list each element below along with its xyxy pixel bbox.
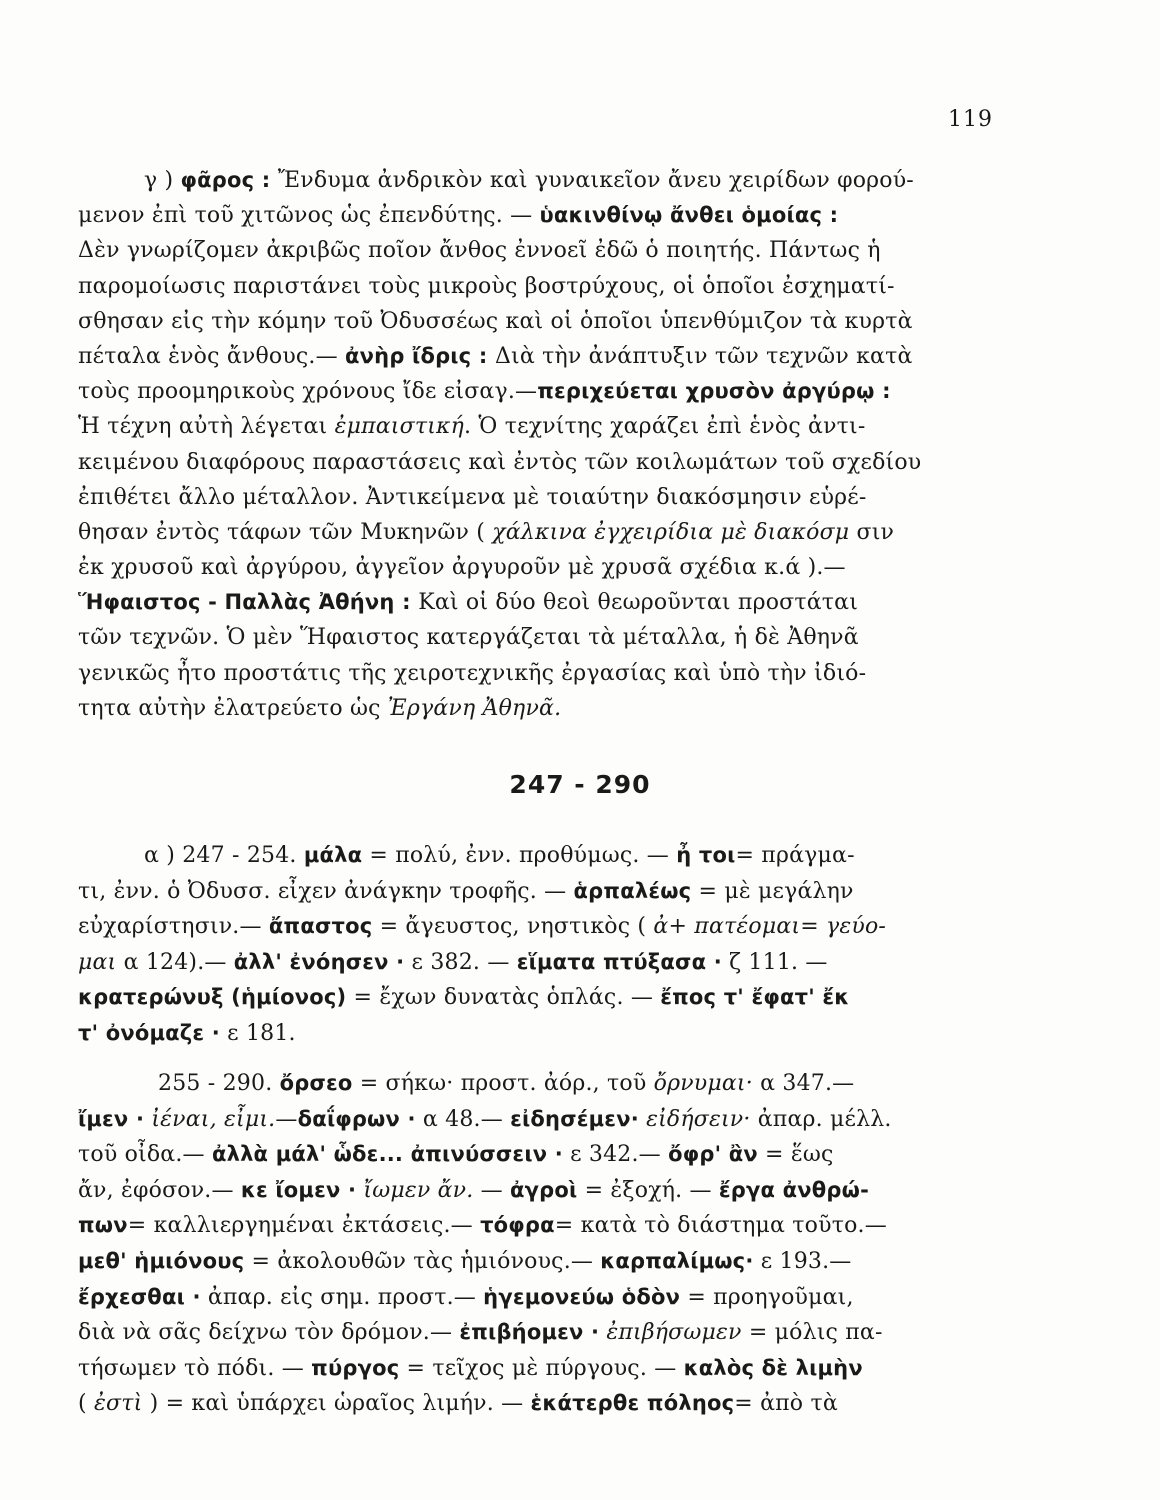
text-segment: = προηγοῦμαι, <box>680 1284 854 1310</box>
text-line <box>78 1244 1078 1280</box>
text-segment: Καὶ οἱ δύο θεοὶ θεωροῦνται προστάται <box>418 590 859 616</box>
text-line <box>78 480 1078 515</box>
lemma: ὑακινθίνῳ ἄνθει ὁμοίας : <box>539 203 839 228</box>
text-segment: διὰ νὰ σᾶς δείχνω τὸν δρόμον.— <box>78 1320 460 1346</box>
text-line <box>78 585 1078 620</box>
text-line <box>78 198 1078 233</box>
text-segment: σιν <box>849 519 895 545</box>
lemma: ἔπος τ' ἔφατ' ἔκ <box>660 985 850 1010</box>
lemma: Ἥφαιστος - Παλλὰς Ἀθήνη : <box>78 590 419 615</box>
text-segment: = πολύ, ἐνν. προθύμως. — <box>362 843 677 868</box>
text-segment: παρομοίωσις παριστάνει τοὺς μικροὺς βοστρύχους, οἱ ὁποῖοι ἐσχηματί- <box>78 273 895 299</box>
text-segment: ἀπαρ. εἰς σημ. προστ.— <box>200 1284 484 1310</box>
lemma: δαΐφρων · <box>297 1106 416 1131</box>
commentary-block-1 <box>78 163 1078 726</box>
text-line <box>78 269 1078 304</box>
italic-term: Ἐργάνη Ἀθηνᾶ. <box>387 695 562 721</box>
text-line <box>78 1315 1078 1351</box>
text-segment: = πράγμα- <box>735 843 855 868</box>
text-line <box>78 1066 1078 1102</box>
text-segment: = ἀπὸ τὰ <box>734 1391 838 1417</box>
text-segment: ε 382. — <box>404 949 517 975</box>
text-line <box>78 409 1078 444</box>
text-segment: = ἀκολουθῶν τὰς ἡμιόνους.— <box>244 1248 601 1274</box>
text-segment: = μὲ μεγάλην <box>691 878 854 904</box>
lemma: ἐπιβήομεν · <box>459 1320 600 1345</box>
text-segment: ἀπαρ. μέλλ. <box>750 1106 892 1132</box>
text-segment: ζ 111. — <box>721 949 828 975</box>
text-segment: = κατὰ τὸ διάστημα τοῦτο.— <box>554 1213 887 1239</box>
text-segment: . Ὁ τεχνίτης χαράζει ἐπὶ ἑνὸς ἀντι- <box>464 414 866 440</box>
text-segment: = ἔχων δυνατὰς ὁπλάς. — <box>346 985 661 1011</box>
text-line <box>78 1280 1078 1316</box>
text-line <box>78 163 1078 198</box>
italic-term: εἰδήσειν· <box>646 1106 751 1132</box>
lemma: φᾶρος : <box>180 168 278 192</box>
lemma: ἀγροὶ <box>510 1177 578 1202</box>
text-line <box>78 339 1078 374</box>
lemma: τ' ὀνόμαζε · <box>78 1020 220 1045</box>
text-segment: = ἄγευστος, νηστικὸς ( <box>372 914 654 940</box>
text-segment: τητα αὐτὴν ἐλατρεύετο ὡς <box>78 695 388 721</box>
italic-term: ἰέναι, εἶμι. <box>151 1106 276 1132</box>
text-line <box>78 1137 1078 1173</box>
text-segment: Ἔνδυμα ἀνδρικὸν καὶ γυναικεῖον ἄνευ χειρίδων φορού- <box>277 168 914 193</box>
text-line <box>78 1386 1078 1422</box>
italic-term: ἐμπαιστική <box>334 414 465 440</box>
text-line <box>78 515 1078 550</box>
lemma: περιχεύεται χρυσὸν ἀργύρῳ : <box>537 379 891 404</box>
commentary-block-3 <box>78 1066 1078 1422</box>
text-segment <box>639 1107 646 1132</box>
lemma: ἀνὴρ ἴδρις : <box>345 343 495 368</box>
lemma: κρατερώνυξ (ἡμίονος) <box>78 985 347 1010</box>
lemma: ὄρσεο <box>279 1071 353 1095</box>
text-segment: ἐπιθέτει ἄλλο μέταλλον. Ἀντικείμενα μὲ τοιαύτην διακόσμησιν εὑρέ- <box>78 484 867 510</box>
text-line <box>78 304 1078 339</box>
lemma: ἦ τοι <box>676 843 736 867</box>
text-line <box>78 945 1078 981</box>
italic-term: ἀ+ πατέομαι= γεύο- <box>653 914 887 940</box>
text-segment: α 347.— <box>752 1071 855 1096</box>
lemma: εἰδησέμεν· <box>510 1106 639 1131</box>
text-segment: α 124).— <box>116 949 234 975</box>
text-segment: σθησαν εἰς τὴν κόμην τοῦ Ὀδυσσέως καὶ οἱ ὁποῖοι ὑπενθύμιζον τὰ κυρτὰ <box>78 308 913 334</box>
text-segment: α 48.— <box>415 1106 511 1132</box>
lemma: πων <box>78 1213 128 1238</box>
text-segment: = τεῖχος μὲ πύργους. — <box>399 1355 684 1381</box>
lemma: μάλα <box>303 843 363 867</box>
text-line <box>78 838 1078 874</box>
italic-term: ἴωμεν ἄν. <box>363 1177 474 1203</box>
text-line <box>78 620 1078 655</box>
lemma: ἔρχεσθαι · <box>78 1284 201 1309</box>
text-line <box>78 656 1078 691</box>
text-segment: α ) 247 - 254. <box>144 843 304 868</box>
text-segment: ε 342.— <box>562 1142 669 1168</box>
text-segment: Διὰ τὴν ἀνάπτυξιν τῶν τεχνῶν κατὰ <box>494 343 913 369</box>
page-number: 119 <box>948 107 993 132</box>
italic-term: μαι <box>78 949 117 975</box>
lemma: ἁρπαλέως <box>573 878 692 903</box>
text-segment: ἄν, ἐφόσον.— <box>78 1177 241 1203</box>
text-line <box>78 550 1078 585</box>
text-segment: = ἕως <box>757 1142 834 1168</box>
text-segment: τι, ἐνν. ὁ Ὀδυσσ. εἶχεν ἀνάγκην τροφῆς. — <box>78 878 574 904</box>
lemma: ἄπαστος <box>268 914 373 939</box>
italic-term: χάλκινα ἐγχειρίδια μὲ διακόσμ <box>492 519 850 545</box>
text-line <box>78 445 1078 480</box>
lemma: τόφρα <box>480 1213 555 1238</box>
text-segment: Ἡ τέχνη αὐτὴ λέγεται <box>78 414 335 440</box>
text-segment: — <box>275 1106 298 1132</box>
text-segment: θησαν ἐντὸς τάφων τῶν Μυκηνῶν ( <box>78 519 493 545</box>
text-segment: κειμένου διαφόρους παραστάσεις καὶ ἐντὸς τῶν κοιλωμάτων τοῦ σχεδίου <box>78 449 922 475</box>
text-segment: ἐκ χρυσοῦ καὶ ἀργύρου, ἀγγεῖον ἀργυροῦν μὲ χρυσᾶ σχέδια κ.ά ).— <box>78 555 846 581</box>
text-line <box>78 374 1078 409</box>
lemma: καρπαλίμως· <box>600 1248 754 1273</box>
lemma: καλὸς δὲ λιμὴν <box>683 1355 863 1380</box>
text-segment: = σήκω· προστ. ἀόρ., τοῦ <box>352 1071 654 1096</box>
text-line <box>78 874 1078 910</box>
text-segment: εὐχαρίστησιν.— <box>78 914 269 940</box>
text-segment: γενικῶς ἦτο προστάτις τῆς χειροτεχνικῆς ἐργασίας καὶ ὑπὸ τὴν ἰδιό- <box>78 660 867 686</box>
text-line <box>78 1173 1078 1209</box>
text-segment: τῶν τεχνῶν. Ὁ μὲν Ἥφαιστος κατεργάζεται τὰ μέταλλα, ἡ δὲ Ἀθηνᾶ <box>78 625 859 651</box>
lemma: ἔργα ἀνθρώ- <box>718 1177 870 1202</box>
text-line <box>78 980 1078 1016</box>
text-line <box>78 1351 1078 1387</box>
text-segment: τήσωμεν τὸ πόδι. — <box>78 1355 312 1381</box>
text-segment: ( <box>78 1391 94 1417</box>
text-segment: = ἐξοχή. — <box>577 1177 719 1203</box>
text-segment: τοὺς προομηρικοὺς χρόνους ἴδε εἰσαγ.— <box>78 379 538 405</box>
text-segment: τοῦ οἶδα.— <box>78 1142 212 1168</box>
text-segment: μενον ἐπὶ τοῦ χιτῶνος ὡς ἐπενδύτης. — <box>78 203 540 229</box>
lemma: ἡγεμονεύω ὁδὸν <box>483 1284 681 1309</box>
text-segment: ε 181. <box>219 1020 296 1046</box>
text-line <box>78 1016 1078 1052</box>
lemma: ἀλλ' ἐνόησεν · <box>233 949 405 974</box>
text-segment: ε 193.— <box>753 1248 852 1274</box>
text-segment: 255 - 290. <box>158 1071 280 1096</box>
lemma: κε ἴομεν · <box>240 1177 357 1202</box>
lemma: ἑκάτερθε πόληος <box>530 1391 735 1416</box>
italic-term: ἐπιβήσωμεν <box>606 1320 742 1346</box>
lemma: ὄφρ' ἂν <box>668 1142 758 1167</box>
text-segment: ) = καὶ ὑπάρχει ὡραῖος λιμήν. — <box>142 1391 531 1417</box>
lemma: μεθ' ἡμιόνους <box>78 1248 245 1273</box>
italic-term: ὄρνυμαι· <box>653 1071 753 1096</box>
lemma: ἴμεν · <box>78 1106 145 1131</box>
text-line <box>78 691 1078 726</box>
text-segment: = μόλις πα- <box>741 1320 883 1346</box>
text-segment: Δὲν γνωρίζομεν ἀκριβῶς ποῖον ἄνθος ἐννοεῖ ἐδῶ ὁ ποιητής. Πάντως ἡ <box>78 238 881 264</box>
commentary-block-2 <box>78 838 1078 1052</box>
text-line <box>78 909 1078 945</box>
italic-term: ἐστὶ <box>93 1391 143 1417</box>
lemma: ἀλλὰ μάλ' ὧδε... ἀπινύσσειν · <box>211 1142 563 1167</box>
text-segment: γ ) <box>144 168 181 193</box>
lemma: εἵματα πτύξασα · <box>516 949 722 974</box>
lemma: πύργος <box>311 1355 400 1380</box>
text-segment: — <box>473 1177 511 1203</box>
text-segment: πέταλα ἑνὸς ἄνθους.— <box>78 343 346 369</box>
text-segment: = καλλιεργημέναι ἐκτάσεις.— <box>127 1213 481 1239</box>
text-line <box>78 233 1078 268</box>
text-line <box>78 1208 1078 1244</box>
text-line <box>78 1102 1078 1138</box>
section-heading: 247 - 290 <box>509 770 651 799</box>
